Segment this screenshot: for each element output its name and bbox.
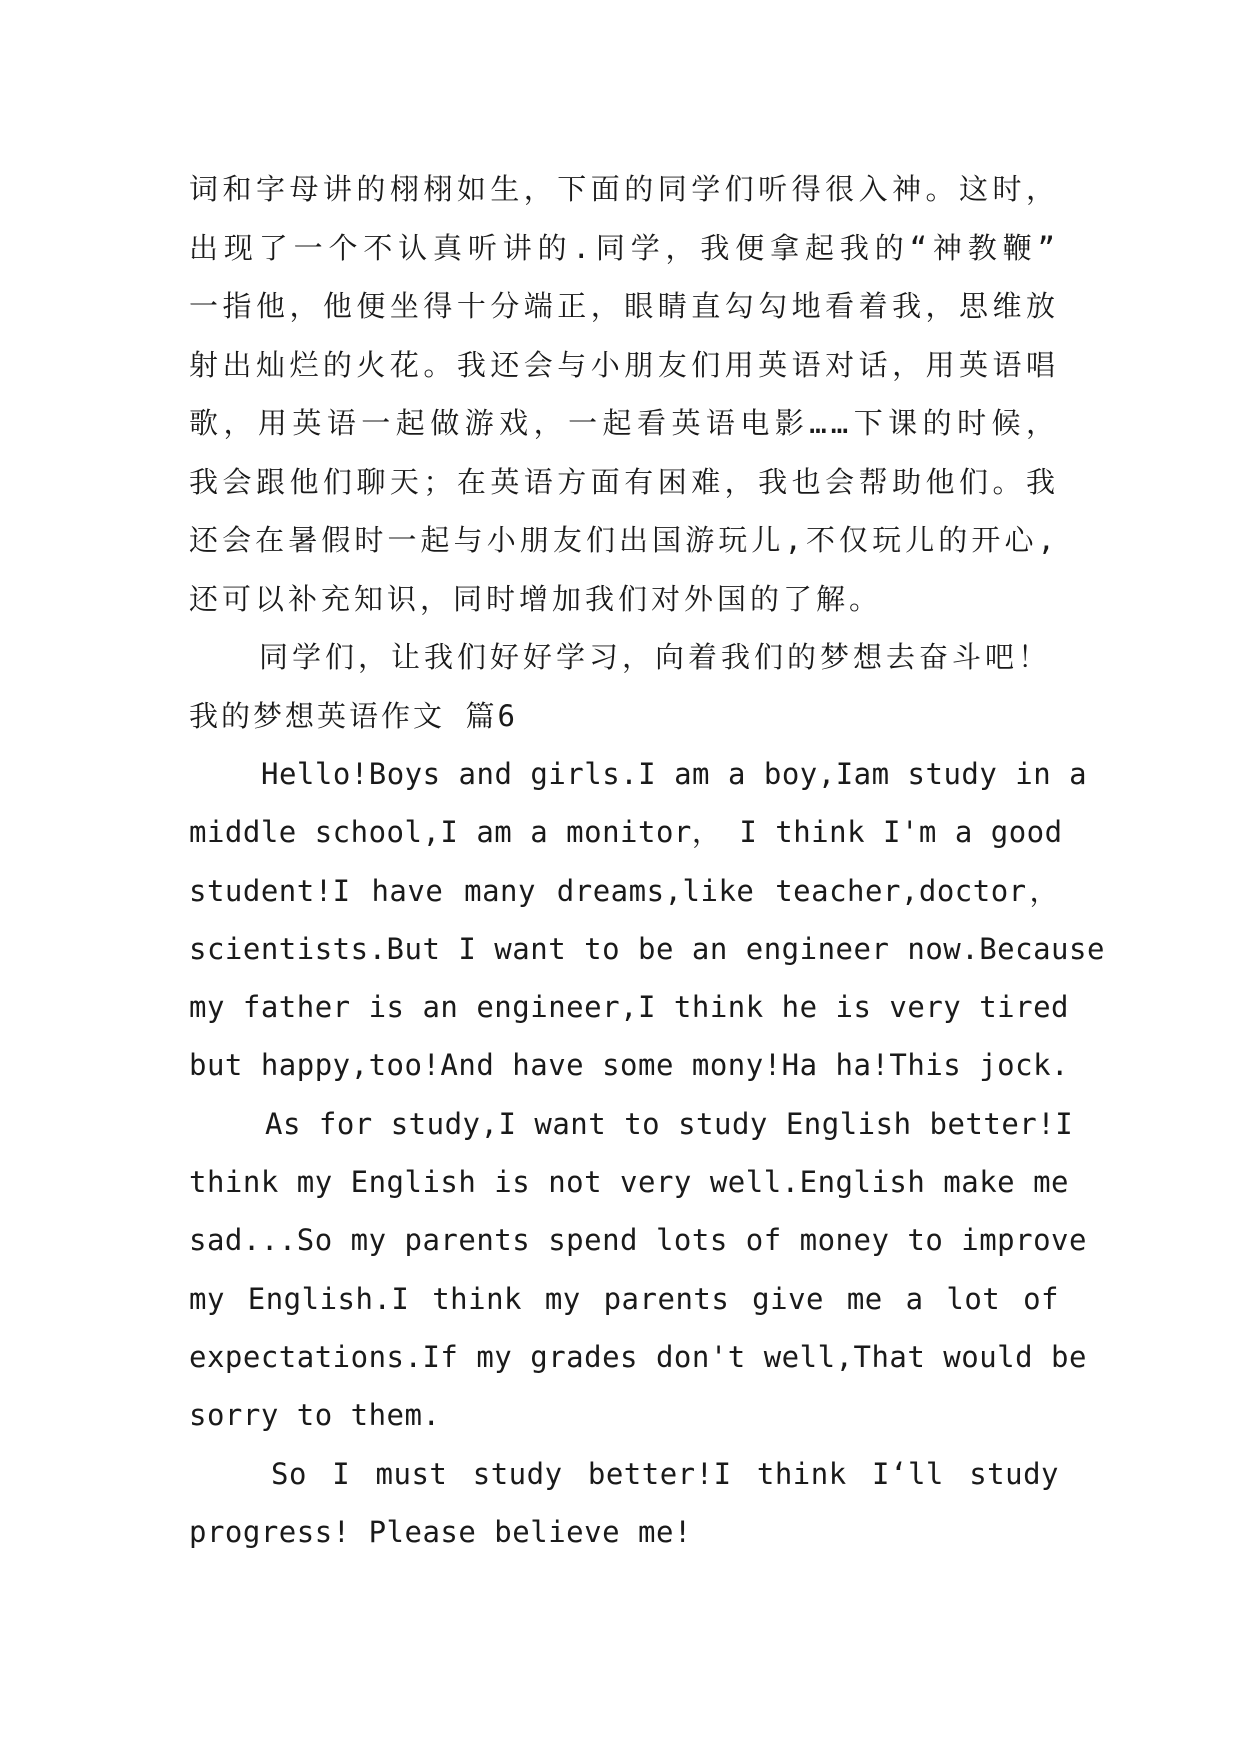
- english-paragraph-2: [189, 1095, 1087, 1445]
- paragraph-line: progress! Please believe me!: [189, 1514, 692, 1549]
- paragraph-line: expectations.If my grades don't well,That would be: [189, 1339, 1087, 1374]
- paragraph-line: As for study,I want to study English better!I: [265, 1106, 1074, 1141]
- paragraph-line: scientists.But I want to be an engineer now.Because: [189, 931, 1105, 966]
- paragraph-line: 还可以补充知识，同时增加我们对外国的了解。: [189, 581, 883, 616]
- paragraph-line: 我会跟他们聊天；在英语方面有困难，我也会帮助他们。我: [189, 464, 1059, 499]
- paragraph-line: So I must study better!I think I‘ll study: [271, 1456, 1059, 1491]
- paragraph-line: my English.I think my parents give me a lot of: [189, 1281, 1059, 1316]
- english-paragraph-3: [189, 1445, 1059, 1562]
- paragraph-line: 出现了一个不认真听讲的.同学，我便拿起我的“神教鞭”: [189, 230, 1059, 265]
- paragraph-line: middle school,I am a monitor， I think I'm a good: [189, 815, 1063, 850]
- paragraph-line: my father is an engineer,I think he is very tired: [189, 990, 1070, 1025]
- paragraph-line: student!I have many dreams,like teacher,doctor，: [189, 873, 1059, 908]
- paragraph-line: sorry to them.: [189, 1398, 441, 1433]
- paragraph-line: think my English is not very well.English make me: [189, 1165, 1070, 1200]
- chinese-paragraph: [189, 160, 1059, 628]
- paragraph-line: Hello!Boys and girls.I am a boy,Iam study in a: [261, 757, 1088, 791]
- closing-line: 同学们，让我们好好学习，向着我们的梦想去奋斗吧！: [259, 640, 1052, 674]
- paragraph-line: 射出灿烂的火花。我还会与小朋友们用英语对话，用英语唱: [189, 347, 1059, 382]
- paragraph-line: but happy,too!And have some mony!Ha ha!This jock.: [189, 1048, 1070, 1083]
- paragraph-line: sad...So my parents spend lots of money to improve: [189, 1223, 1087, 1258]
- document-body: [189, 160, 1105, 1561]
- paragraph-line: 词和字母讲的栩栩如生，下面的同学们听得很入神。这时，: [189, 172, 1059, 206]
- english-paragraph-1: [189, 745, 1105, 1095]
- paragraph-line: 还会在暑假时一起与小朋友们出国游玩儿,不仅玩儿的开心,: [189, 523, 1059, 557]
- paragraph-line: 一指他，他便坐得十分端正，眼睛直勾勾地看着我，思维放: [189, 289, 1059, 323]
- section-heading: 我的梦想英语作文 篇6: [189, 698, 518, 733]
- paragraph-line: 歌，用英语一起做游戏，一起看英语电影……下课的时候，: [189, 406, 1059, 440]
